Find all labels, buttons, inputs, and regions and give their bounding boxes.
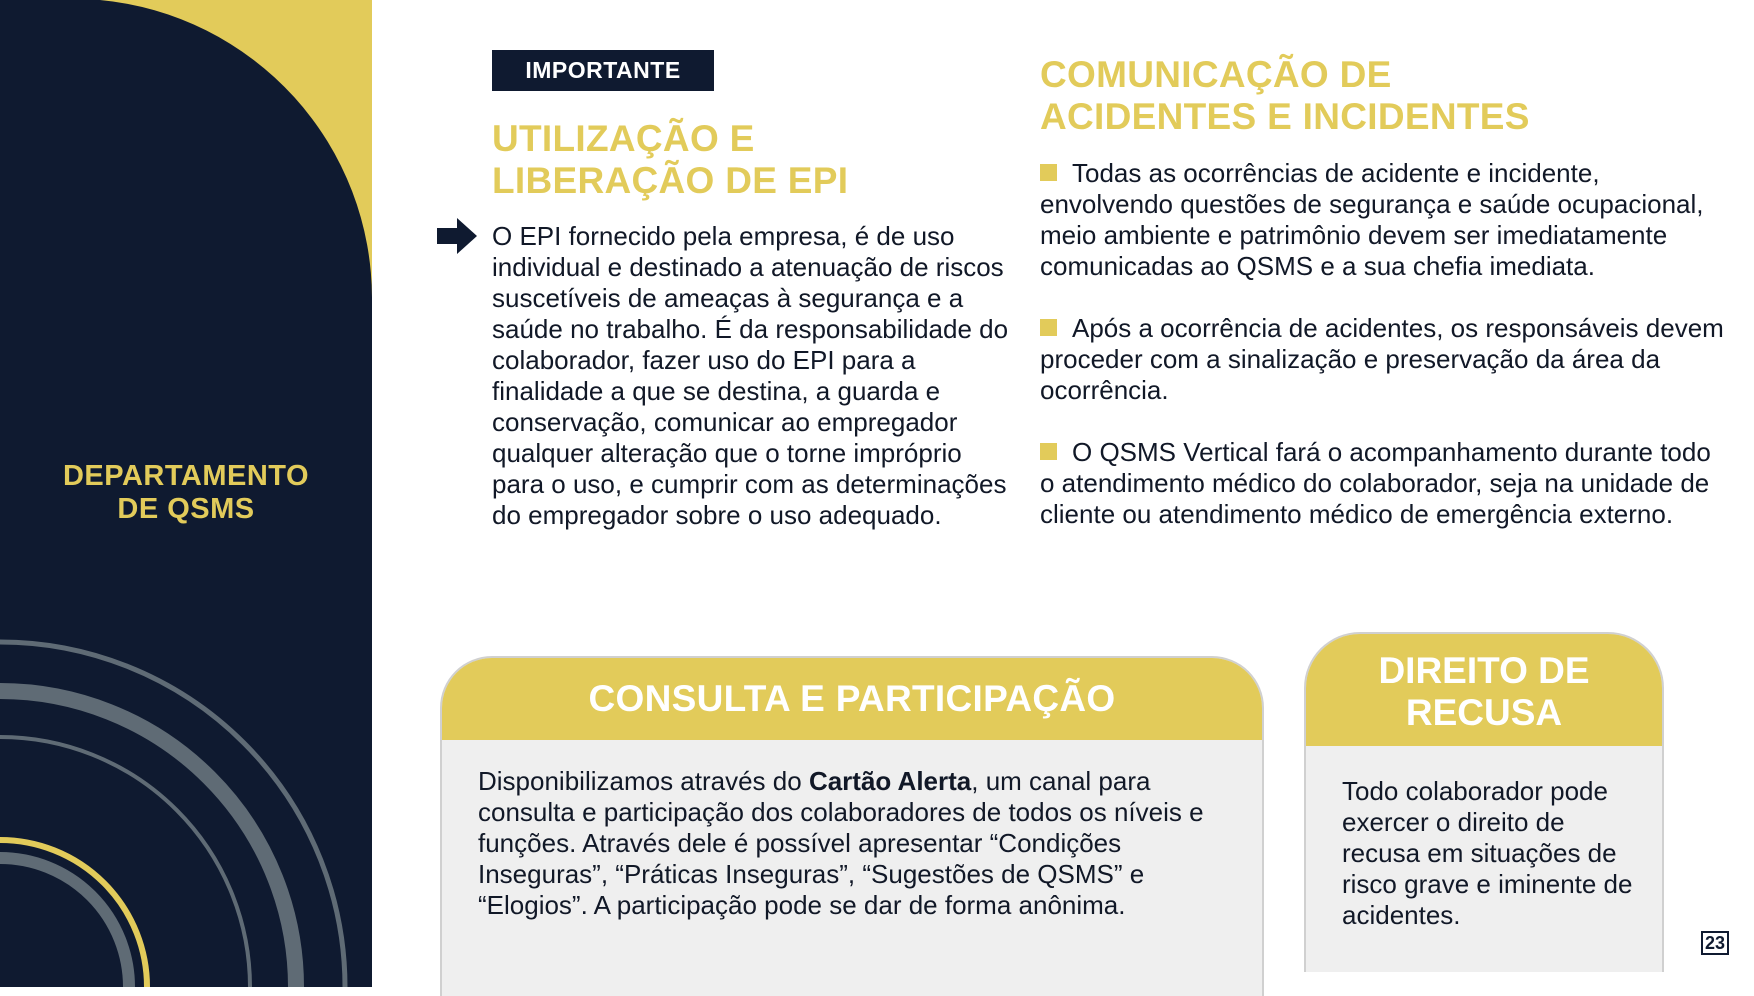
department-title — [0, 460, 372, 526]
epi-heading-line1: UTILIZAÇÃO E — [492, 118, 755, 159]
communication-heading-line2: ACIDENTES E INCIDENTES — [1040, 96, 1530, 137]
consulta-text-before: Disponibilizamos através do — [478, 766, 809, 796]
department-title-line2: DE QSMS — [117, 493, 255, 525]
important-tag: IMPORTANTE — [492, 50, 714, 91]
page-number: 23 — [1701, 931, 1729, 955]
recusa-heading-line1: DIREITO DE — [1378, 650, 1590, 691]
gold-corner-arc — [100, 0, 372, 300]
recusa-card-heading — [1306, 634, 1662, 746]
consulta-card-heading: CONSULTA E PARTICIPAÇÃO — [442, 658, 1262, 740]
consulta-text-after: , um canal para consulta e participação dos colaboradores de todos os níveis e funções. Através dele é possível apresentar “Condições Inseguras”, “Práticas Inseguras”, “Sugestões de QSMS” e “Elogios”. A participação pode se dar de forma anônima. — [478, 766, 1204, 920]
list-item — [1040, 437, 1730, 530]
square-bullet-icon — [1040, 319, 1057, 336]
communication-list — [1040, 158, 1730, 561]
consulta-card-text — [442, 740, 1238, 921]
list-item — [1040, 158, 1730, 282]
recusa-card-text: Todo colaborador pode exercer o direito de recusa em situações de risco grave e iminente de acidentes. — [1342, 776, 1633, 930]
communication-heading-line1: COMUNICAÇÃO DE — [1040, 54, 1392, 95]
department-title-line1: DEPARTAMENTO — [62, 460, 310, 492]
consulta-card — [440, 656, 1264, 996]
square-bullet-icon — [1040, 443, 1057, 460]
epi-heading-line2: LIBERAÇÃO DE EPI — [492, 160, 849, 201]
list-item-text: Após a ocorrência de acidentes, os responsáveis devem proceder com a sinalização e preservação da área da ocorrência. — [1040, 313, 1724, 405]
recusa-card — [1304, 632, 1664, 972]
communication-heading — [1040, 54, 1530, 138]
arrow-right-icon — [437, 218, 477, 254]
sidebar-panel — [0, 0, 372, 987]
recusa-heading-line2: RECUSA — [1405, 692, 1563, 733]
list-item — [1040, 313, 1730, 406]
square-bullet-icon — [1040, 164, 1057, 181]
cartao-alerta-label: Cartão Alerta — [808, 766, 972, 796]
list-item-text: O QSMS Vertical fará o acompanhamento durante todo o atendimento médico do colaborador, seja na unidade de cliente ou atendimento médico de emergência externo. — [1040, 437, 1711, 529]
epi-heading — [492, 118, 848, 202]
list-item-text: Todas as ocorrências de acidente e incidente, envolvendo questões de segurança e saúde ocupacional, meio ambiente e patrimônio devem ser imediatamente comunicadas ao QSMS e a sua chefia imediata. — [1040, 158, 1704, 281]
epi-paragraph: O EPI fornecido pela empresa, é de uso individual e destinado a atenuação de riscos suscetíveis de ameaças à segurança e a saúde no trabalho. É da responsabilidade do colaborador, fazer uso do EPI para a finalidade a que se destina, a guarda e conservação, comunicar ao empregador qualquer alteração que o torne impróprio para o uso, e cumprir com as determinações do empregador sobre o uso adequado. — [492, 221, 1009, 530]
gray-arc-small — [0, 858, 129, 987]
gray-arc-wide — [0, 691, 296, 987]
